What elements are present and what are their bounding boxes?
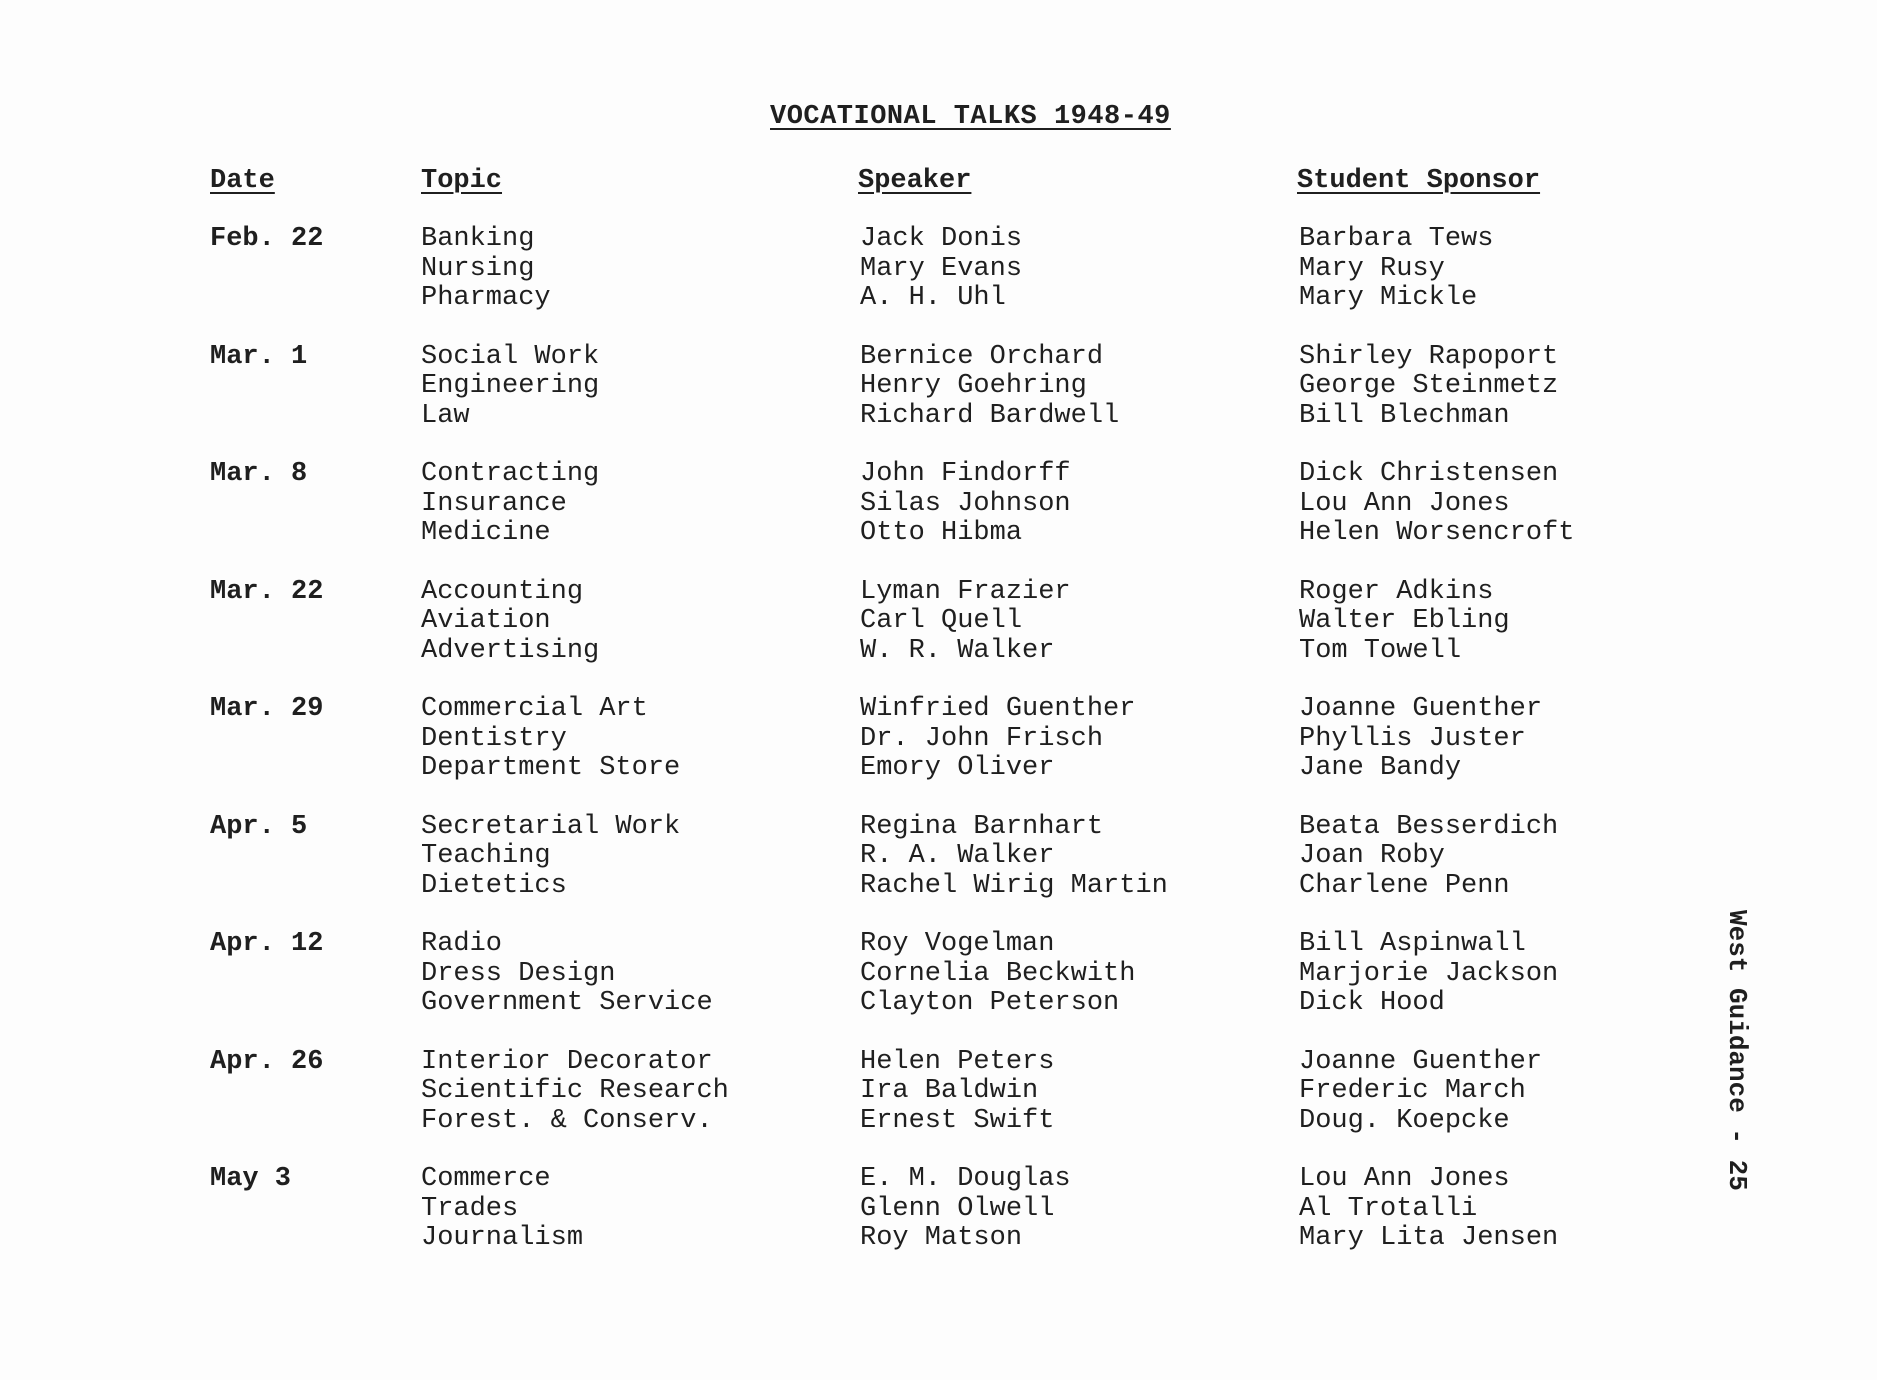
sponsor-list [1299,1048,1542,1137]
speaker-item: Carl Quell [860,606,1023,636]
sponsor-item: Walter Ebling [1299,606,1510,636]
speaker-item: Ira Baldwin [860,1076,1039,1106]
row-date: Apr. 26 [210,1046,324,1077]
speaker-item: Roy Matson [860,1223,1023,1253]
schedule-row [0,343,1877,461]
speaker-item: Emory Oliver [860,753,1055,783]
sponsor-item: Dick Hood [1299,988,1445,1018]
row-date: May 3 [210,1164,292,1194]
schedule-row [0,578,1877,696]
sponsor-item: Charlene Penn [1299,870,1510,901]
speaker-list [860,343,1119,432]
speaker-item: John Findorff [860,459,1071,489]
sponsor-item: Mary Lita Jensen [1299,1223,1559,1253]
sponsor-item: Tom Towell [1299,635,1462,666]
speaker-item: Regina Barnhart [860,811,1104,842]
speaker-list [860,813,1168,902]
speaker-list [860,1048,1054,1137]
topic-item: Trades [421,1193,519,1224]
sponsor-item: Roger Adkins [1299,576,1494,607]
speaker-item: Ernest Swift [860,1105,1055,1136]
topic-list [421,1048,729,1137]
column-header-student-sponsor: Student Sponsor [1297,166,1541,196]
sponsor-item: Beata Besserdich [1299,811,1559,842]
sponsor-item: Phyllis Juster [1299,723,1526,754]
sponsor-item: Frederic March [1299,1076,1526,1106]
topic-list [421,695,680,784]
topic-list [421,813,680,902]
schedule-row [0,813,1877,931]
topic-list [421,225,551,314]
topic-item: Insurance [421,488,567,519]
column-header-topic: Topic [421,166,503,196]
topic-item: Accounting [421,576,584,607]
topic-item: Medicine [421,518,551,548]
speaker-item: Helen Peters [860,1046,1055,1077]
sponsor-item: Marjorie Jackson [1299,958,1559,989]
topic-item: Interior Decorator [421,1046,713,1077]
sponsor-item: Joan Roby [1299,841,1445,871]
speaker-list [860,578,1071,667]
sponsor-item: Joanne Guenther [1299,1046,1543,1077]
topic-item: Pharmacy [421,283,551,313]
sponsor-list [1299,225,1493,314]
topic-list [421,460,599,549]
topic-item: Government Service [421,988,713,1018]
sponsor-item: Jane Bandy [1299,753,1462,783]
topic-item: Contracting [421,459,600,489]
sponsor-item: Shirley Rapoport [1299,341,1559,372]
speaker-list [860,930,1135,1019]
sponsor-list [1299,343,1558,432]
sponsor-item: Mary Rusy [1299,253,1445,284]
speaker-item: Silas Johnson [860,488,1071,519]
sponsor-item: Barbara Tews [1299,224,1494,254]
row-date: Mar. 8 [210,459,308,489]
schedule-row [0,695,1877,813]
document-title: VOCATIONAL TALKS 1948-49 [770,102,1171,132]
speaker-list [860,1165,1071,1254]
sponsor-list [1299,1165,1558,1254]
topic-item: Dietetics [421,870,567,901]
sponsor-list [1299,695,1542,784]
topic-list [421,578,599,667]
topic-item: Aviation [421,606,551,636]
topic-item: Commercial Art [421,694,648,724]
topic-list [421,343,599,432]
speaker-item: A. H. Uhl [860,283,1006,313]
sponsor-item: Helen Worsencroft [1299,518,1575,548]
sponsor-item: Lou Ann Jones [1299,1164,1510,1194]
row-date: Apr. 5 [210,811,308,842]
speaker-item: Rachel Wirig Martin [860,870,1168,901]
speaker-item: E. M. Douglas [860,1164,1071,1194]
speaker-item: Bernice Orchard [860,341,1104,372]
schedule-table [0,225,1877,1283]
sponsor-item: Doug. Koepcke [1299,1105,1510,1136]
sponsor-item: Joanne Guenther [1299,694,1543,724]
sponsor-item: Al Trotalli [1299,1193,1478,1224]
speaker-item: Roy Vogelman [860,929,1055,959]
speaker-item: Cornelia Beckwith [860,958,1136,989]
topic-list [421,930,713,1019]
speaker-item: Dr. John Frisch [860,723,1104,754]
speaker-item: R. A. Walker [860,841,1055,871]
sponsor-item: Lou Ann Jones [1299,488,1510,519]
topic-item: Nursing [421,253,535,284]
topic-item: Scientific Research [421,1076,729,1106]
sponsor-item: Dick Christensen [1299,459,1559,489]
topic-item: Department Store [421,753,681,783]
topic-item: Teaching [421,841,551,871]
topic-item: Commerce [421,1164,551,1194]
speaker-item: Otto Hibma [860,518,1023,548]
sponsor-list [1299,813,1558,902]
row-date: Mar. 29 [210,694,324,724]
topic-item: Forest. & Conserv. [421,1105,713,1136]
speaker-item: Mary Evans [860,253,1023,284]
speaker-list [860,460,1071,549]
topic-item: Social Work [421,341,600,372]
speaker-item: Henry Goehring [860,371,1087,401]
schedule-row [0,930,1877,1048]
topic-item: Dress Design [421,958,616,989]
row-date: Feb. 22 [210,224,324,254]
speaker-item: Clayton Peterson [860,988,1120,1018]
topic-item: Radio [421,929,503,959]
topic-item: Advertising [421,635,600,666]
sponsor-list [1299,578,1510,667]
sponsor-item: Bill Aspinwall [1299,929,1526,959]
schedule-row [0,460,1877,578]
page-side-note: West Guidance - 25 [1722,910,1752,1191]
speaker-item: Lyman Frazier [860,576,1071,607]
schedule-row [0,225,1877,343]
topic-list [421,1165,583,1254]
sponsor-list [1299,460,1574,549]
topic-item: Journalism [421,1223,584,1253]
speaker-list [860,695,1135,784]
topic-item: Dentistry [421,723,567,754]
sponsor-list [1299,930,1558,1019]
sponsor-item: George Steinmetz [1299,371,1559,401]
row-date: Mar. 1 [210,341,308,372]
schedule-row [0,1165,1877,1283]
sponsor-item: Bill Blechman [1299,400,1510,431]
speaker-item: Jack Donis [860,224,1023,254]
speaker-item: Richard Bardwell [860,400,1120,431]
sponsor-item: Mary Mickle [1299,283,1478,313]
speaker-item: Winfried Guenther [860,694,1136,724]
topic-item: Banking [421,224,535,254]
schedule-row [0,1048,1877,1166]
column-header-date: Date [210,166,275,196]
speaker-item: Glenn Olwell [860,1193,1055,1224]
topic-item: Secretarial Work [421,811,681,842]
row-date: Apr. 12 [210,929,324,959]
topic-item: Law [421,400,470,431]
row-date: Mar. 22 [210,576,324,607]
speaker-item: W. R. Walker [860,635,1055,666]
speaker-list [860,225,1022,314]
topic-item: Engineering [421,371,600,401]
column-header-speaker: Speaker [858,166,972,196]
